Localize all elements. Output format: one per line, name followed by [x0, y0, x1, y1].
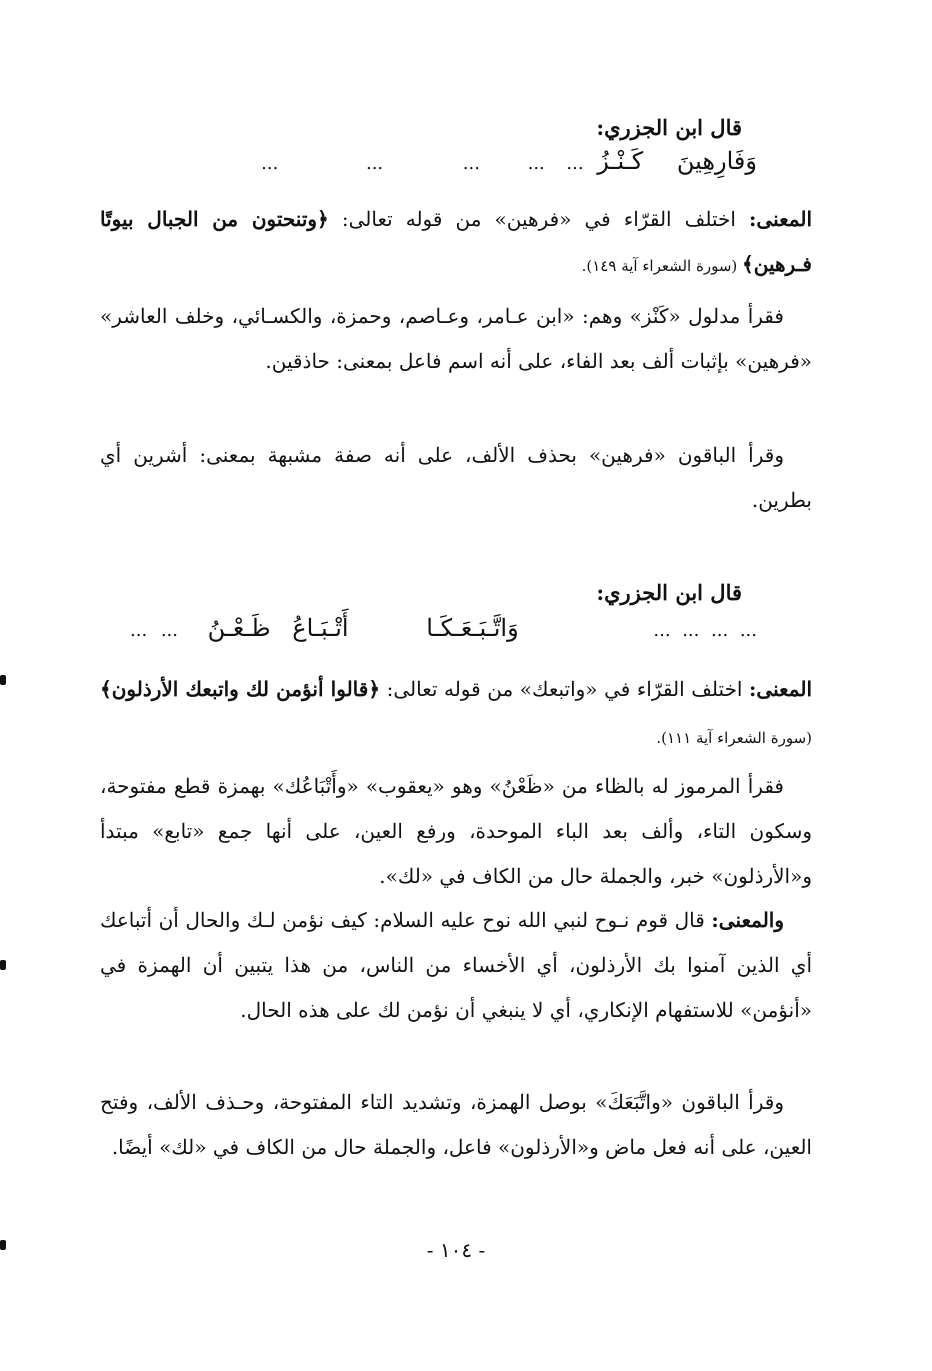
section1-heading: قال ابن الجزري:	[596, 115, 742, 140]
quran-verse: ﴿قالوا أنؤمن لك واتبعك الأرذلون﴾	[100, 677, 381, 701]
section2-heading: قال ابن الجزري:	[596, 580, 742, 605]
section2-paragraph-1	[100, 667, 812, 761]
verse-word: كَـنْـزُ	[597, 147, 644, 175]
meaning-label: المعنى:	[749, 677, 812, 701]
section1-paragraph-3: وقرأ الباقون «فرهين» بحذف الألف، على أنه صفة مشبهة بمعنى: أشرين أي بطرين.	[100, 443, 812, 512]
verse-ellipsis: ...	[566, 153, 584, 174]
section1-paragraph-2: فقرأ مدلول «كَنْز» وهم: «ابن عـامر، وعـاصم، وحمزة، والكسـائي، وخلف العاشر» «فرهين» بإثبات ألف بعد الفاء، على أنه اسم فاعل بمعنى: حاذقين.	[100, 304, 812, 373]
verse-ellipsis: ...	[130, 620, 148, 641]
surah-reference: (سورة الشعراء آية ١١١).	[656, 729, 812, 747]
paragraph-text: قال قوم نـوح لنبي الله نوح عليه السلام: كيف نؤمن لـك والحال أن أتباعك أي الذين آمنوا بك الأرذلون، أي الأخساء من الناس، من هذا يتبين أن الهمزة في «أنؤمن» للاستفهام الإنكاري، أي لا ينبغي أن نؤمن لك على هذه الحال.	[100, 908, 812, 1022]
verse-ellipsis: ...	[365, 153, 384, 174]
section2-verse-words	[130, 612, 757, 647]
verse-ellipsis: ...	[739, 620, 757, 641]
verse-ellipsis: ...	[711, 620, 729, 641]
verse-ellipsis: ...	[160, 620, 178, 641]
page	[100, 0, 812, 1371]
paragraph-text: اختلف القرّاء في «فرهين» من قوله تعالى:	[328, 207, 750, 231]
section1-verse	[110, 145, 757, 180]
verse-ellipsis: ...	[462, 153, 480, 174]
scan-mark	[0, 675, 6, 685]
section1-paragraph-1	[100, 197, 812, 289]
section2-paragraph-3	[100, 898, 812, 1033]
verse-ellipsis: ...	[653, 620, 671, 641]
verse-word: أَتْـبَـاعُ	[292, 614, 349, 642]
verse-ellipsis: ...	[261, 153, 279, 174]
verse-word: وَاتَّـبَـعَـكَـا	[426, 614, 519, 642]
scan-mark	[0, 1240, 6, 1250]
page-number: - ١٠٤ -	[426, 1238, 486, 1262]
surah-reference: (سورة الشعراء آية ١٤٩).	[581, 257, 743, 275]
verse-word: ظَـعْـنُ	[207, 614, 271, 642]
meaning-label: والمعنى:	[711, 908, 784, 932]
quran-verse: ﴿وتنحتون من الجبال بيوتًا فـرهين﴾	[100, 207, 812, 276]
verse-ellipsis: ...	[682, 620, 700, 641]
verse-ellipsis: ...	[527, 153, 545, 174]
verse-word: وَفَارِهِينَ	[676, 147, 757, 175]
paragraph-text: اختلف القرّاء في «واتبعك» من قوله تعالى:	[380, 677, 750, 701]
meaning-label: المعنى:	[749, 207, 812, 231]
scan-mark	[0, 960, 6, 970]
section2-paragraph-2: فقرأ المرموز له بالظاء من «ظَعْنُ» وهو «يعقوب» «وأَتْبَاعُك» بهمزة قطع مفتوحة، وسكون التاء، وألف بعد الباء الموحدة، ورفع العين، على أنها جمع «تابع» مبتدأ و«الأرذلون» خبر، والجملة حال من الكاف في «لك».	[100, 774, 812, 888]
section2-paragraph-4: وقرأ الباقون «واتَّبَعَكَ» بوصل الهمزة، وتشديد التاء المفتوحة، وحـذف الألف، وفتح العين، على أنه فعل ماض و«الأرذلون» فاعل، والجملة حال من الكاف في «لك» أيضًا.	[100, 1090, 812, 1159]
